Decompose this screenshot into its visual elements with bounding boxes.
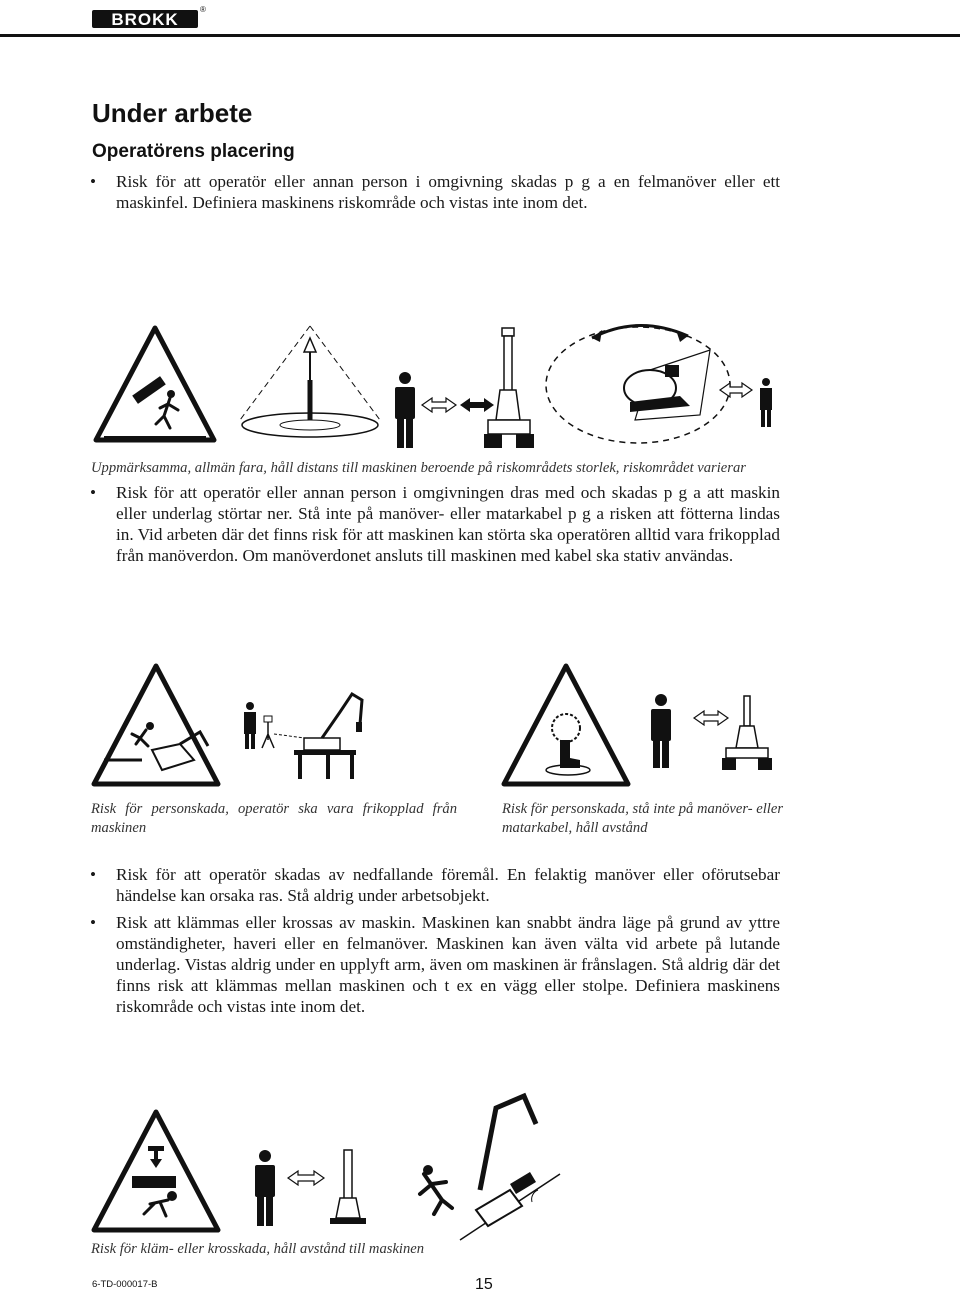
logo-text: BROKK <box>111 10 179 29</box>
brokk-logo-shape <box>92 4 206 30</box>
machine-on-slope-icon <box>460 1096 560 1240</box>
document-code: 6-TD-000017-B <box>92 1279 158 1290</box>
distance-arrows-icon <box>694 711 728 725</box>
distance-arrows-icon <box>422 398 494 412</box>
logo-registered-mark: ® <box>200 5 206 14</box>
page-title: Under arbete <box>92 98 253 128</box>
page-number: 15 <box>475 1276 493 1293</box>
bullet-dot: • <box>90 865 97 884</box>
brokk-logo <box>92 4 206 30</box>
figure-2-caption-left: Risk för personskada, operatör ska vara frikopplad från maskinen <box>91 801 457 836</box>
demolition-machine-icon <box>484 328 534 448</box>
bullet-item <box>90 482 780 566</box>
person-icon <box>651 694 671 768</box>
bullet-text: Risk att klämmas eller krossas av maskin. Maskinen kan snabbt ändra läge på grund av yttre omständigheter, haveri eller en felmanöver. Maskinen kan även välta vid arbete på lutande underlag. Vistas aldrig under en upplyft arm, även om maskinen är frånslagen. Stå aldrig där det finns risk att klämmas mellan maskinen och t ex en vägg eller stolpe. Definiera maskinens riskområde och vistas inte inom det. <box>116 913 780 1016</box>
figure-3-illustration <box>90 1090 570 1240</box>
bullet-item <box>90 171 780 213</box>
bullet-text: Risk för att operatör skadas av nedfallande föremål. En felaktig manöver eller oförutsebar händelse kan orsaka ras. Stå aldrig under arbetsobjekt. <box>116 865 780 905</box>
figure-1-caption: Uppmärksamma, allmän fara, håll distans till maskinen beroende på riskområdets storlek, riskområdet varierar <box>91 460 746 476</box>
header-rule <box>0 34 960 37</box>
rotation-area-icon <box>546 325 730 443</box>
bullet-text: Risk för att operatör eller annan person i omgivning skadas p g a en felmanöver eller ett maskinfel. Definiera maskinens riskområde och vistas inte inom det. <box>116 172 780 212</box>
distance-arrows-icon <box>720 383 752 397</box>
warning-foot-cable-icon <box>504 666 628 784</box>
person-icon <box>760 378 772 427</box>
bullet-dot: • <box>90 913 97 932</box>
distance-arrows-icon <box>288 1171 324 1185</box>
figure-3-caption: Risk för kläm- eller krosskada, håll avstånd till maskinen <box>91 1241 425 1257</box>
bullet-dot: • <box>90 172 97 191</box>
section-subtitle: Operatörens placering <box>92 141 295 162</box>
warning-crush-icon <box>94 1112 218 1230</box>
bullet-text: Risk för att operatör eller annan person i omgivningen dras med och skadas p g a att maskin eller underlag störtar ner. Stå inte på manöver- eller matarkabel p g a risken att fötterna lindas in. Vid arbeten där det finns risk för att maskinen kan störta ska operatören alltid vara frikopplad från manöverdon. Om manöverdonet ansluts till maskinen med kabel ska stativ användas. <box>116 483 780 565</box>
warning-falling-object-icon <box>96 328 214 440</box>
machine-on-platform-icon <box>294 694 362 779</box>
figure-1-illustration <box>90 320 790 455</box>
risk-area-cone-icon <box>240 326 380 437</box>
person-icon <box>255 1150 275 1226</box>
person-icon <box>395 372 415 448</box>
demolition-machine-icon <box>722 696 772 770</box>
bullet-item <box>90 864 780 906</box>
bullet-dot: • <box>90 483 97 502</box>
demolition-machine-icon <box>330 1150 366 1224</box>
figure-2-illustration <box>90 660 790 790</box>
warning-machine-tipping-icon <box>94 666 218 784</box>
figure-2-caption-right: Risk för personskada, stå inte på manöver- eller matarkabel, håll avstånd <box>502 801 784 836</box>
bullet-item <box>90 912 780 1017</box>
person-falling-icon <box>420 1165 452 1214</box>
